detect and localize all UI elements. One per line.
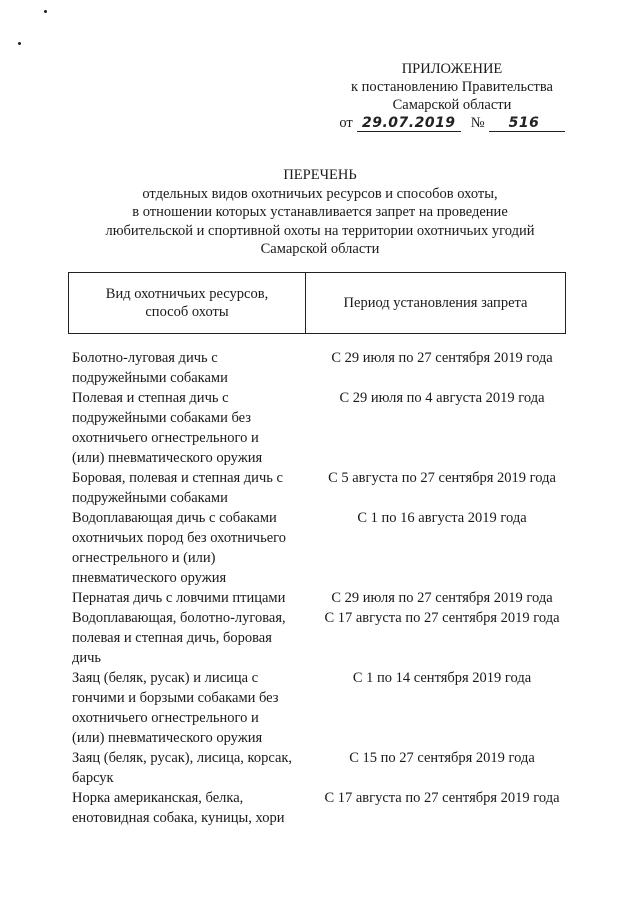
row-type-line: дичь [72, 650, 102, 666]
row-period-cell: С 17 августа по 27 сентября 2019 года [324, 790, 560, 806]
row-type-line: (или) пневматического оружия [72, 730, 263, 746]
table-row [72, 388, 572, 468]
row-type-cell [72, 668, 308, 748]
row-period-cell: С 1 по 16 августа 2019 года [357, 510, 527, 526]
row-type-line: Заяц (беляк, русак), лисица, корсак, [72, 750, 293, 766]
scan-speck [18, 42, 21, 45]
row-type-line: пневматического оружия [72, 570, 227, 586]
title-line: Самарской области [260, 241, 380, 257]
row-type-line: огнестрельного и (или) [72, 550, 216, 566]
number-label: № [470, 115, 485, 131]
row-type-line: подружейными собаками [72, 490, 228, 506]
appendix-date-number-line [332, 114, 572, 132]
row-type-line: Водоплавающая дичь с собаками [72, 510, 277, 526]
row-type-line: гончими и борзыми собаками без [72, 690, 279, 706]
row-period-cell: С 15 по 27 сентября 2019 года [349, 750, 535, 766]
row-type-line: охотничьего огнестрельного и [72, 710, 259, 726]
table-row [72, 508, 572, 588]
table-row [72, 748, 572, 788]
row-type-line: енотовидная собака, куницы, хори [72, 810, 285, 826]
header-cell-period [306, 273, 565, 333]
row-type-line: подружейными собаками без [72, 410, 252, 426]
row-period-cell: С 29 июля по 27 сентября 2019 года [331, 590, 553, 606]
row-type-line: полевая и степная дичь, боровая [72, 630, 272, 646]
table-row [72, 668, 572, 748]
row-type-line: охотничьего огнестрельного и [72, 430, 259, 446]
row-period-cell: С 1 по 14 сентября 2019 года [352, 670, 532, 686]
row-type-cell [72, 608, 308, 668]
document-title [60, 166, 580, 259]
appendix-title: ПРИЛОЖЕНИЕ [401, 61, 503, 77]
row-type-line: Заяц (беляк, русак) и лисица с [72, 670, 259, 686]
scan-speck [44, 10, 47, 13]
row-type-cell [72, 348, 308, 388]
row-period-cell: С 29 июля по 4 августа 2019 года [339, 390, 545, 406]
table-row [72, 588, 572, 608]
row-type-line: барсук [72, 770, 114, 786]
header-label: Период установления запрета [343, 295, 528, 311]
row-type-line: Боровая, полевая и степная дичь с [72, 470, 283, 486]
title-heading: ПЕРЕЧЕНЬ [283, 167, 357, 183]
row-type-line: Водоплавающая, болотно-луговая, [72, 610, 286, 626]
row-period-cell: С 5 августа по 27 сентября 2019 года [328, 470, 556, 486]
appendix-line: к постановлению Правительства [351, 79, 553, 95]
appendix-block [332, 60, 572, 132]
table-row [72, 348, 572, 388]
header-cell-type [69, 273, 306, 333]
title-line: отдельных видов охотничьих ресурсов и способов охоты, [142, 185, 498, 202]
table-body [72, 348, 572, 828]
header-label: Вид охотничьих ресурсов, [105, 286, 269, 302]
table-row [72, 788, 572, 828]
row-type-cell [72, 508, 308, 588]
handwritten-date: 29.07.2019 [357, 115, 461, 132]
table-row [72, 608, 572, 668]
handwritten-number: 516 [489, 115, 565, 132]
table-row [72, 468, 572, 508]
row-type-line: Болотно-луговая дичь с [72, 350, 218, 366]
row-type-line: (или) пневматического оружия [72, 450, 263, 466]
header-label: способ охоты [145, 304, 229, 320]
table-header [68, 272, 566, 334]
row-type-line: Норка американская, белка, [72, 790, 244, 806]
row-type-cell [72, 748, 308, 788]
row-type-line: Пернатая дичь с ловчими птицами [72, 590, 286, 606]
row-type-cell [72, 388, 308, 468]
title-line: любительской и спортивной охоты на территории охотничьих угодий [105, 222, 535, 239]
row-type-cell [72, 788, 308, 828]
from-label: от [339, 115, 353, 131]
row-type-cell [72, 588, 308, 608]
row-type-line: подружейными собаками [72, 370, 228, 386]
row-period-cell: С 29 июля по 27 сентября 2019 года [331, 350, 553, 366]
row-period-cell: С 17 августа по 27 сентября 2019 года [324, 610, 560, 626]
row-type-line: Полевая и степная дичь с [72, 390, 229, 406]
row-type-cell [72, 468, 308, 508]
appendix-line: Самарской области [392, 97, 512, 113]
row-type-line: охотничьих пород без охотничьего [72, 530, 286, 546]
title-line: в отношении которых устанавливается запрет на проведение [132, 204, 508, 220]
